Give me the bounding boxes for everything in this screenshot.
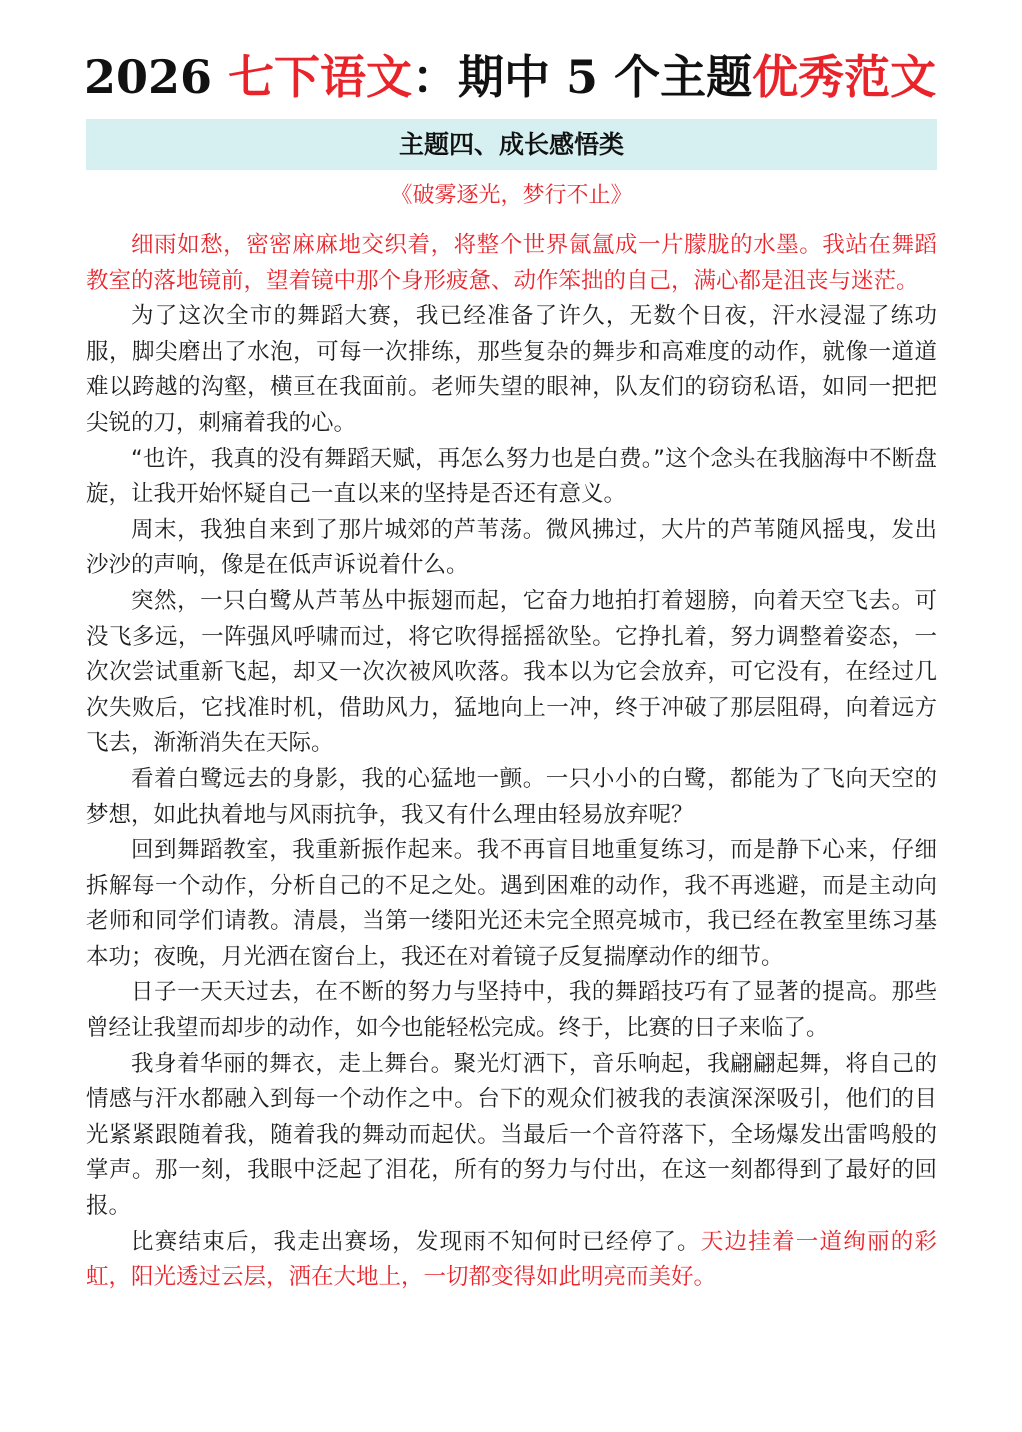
paragraph-10-red: 天边挂着一道绚丽的彩虹，阳光透过云层，洒在大地上，一切都变得如此明亮而美好。 [86, 1228, 937, 1291]
theme-label: 主题四、成长感悟类 [398, 130, 624, 159]
title-year: 2026 [84, 50, 213, 104]
title-red-subject: 七下语文 [228, 50, 413, 104]
paragraph-9: 我身着华丽的舞衣，走上舞台。聚光灯洒下，音乐响起，我翩翩起舞，将自己的情感与汗水都融入到每一个动作之中。台下的观众们被我的表演深深吸引，他们的目光紧紧跟随着我，随着我的舞动而起伏。当最后一个音符落下，全场爆发出雷鸣般的掌声。那一刻，我眼中泛起了泪花，所有的努力与付出，在这一刻都得到了最好的回报。 [86, 1050, 937, 1220]
page-title [84, 40, 944, 114]
paragraph-8: 日子一天天过去，在不断的努力与坚持中，我的舞蹈技巧有了显著的提高。那些曾经让我望而却步的动作，如今也能轻松完成。终于，比赛的日子来临了。 [86, 979, 937, 1042]
paragraph-10-black: 比赛结束后，我走出赛场，发现雨不知何时已经停了。 [131, 1228, 701, 1255]
paragraph-2: 为了这次全市的舞蹈大赛，我已经准备了许久，无数个日夜，汗水浸湿了练功服，脚尖磨出了水泡，可每一次排练，那些复杂的舞步和高难度的动作，就像一道道难以跨越的沟壑，横亘在我面前。老师失望的眼神，队友们的窃窃私语，如同一把把尖锐的刀，刺痛着我的心。 [86, 303, 937, 436]
title-red-essays: 优秀范文 [752, 50, 937, 104]
essay-title: 《破雾逐光，梦行不止》 [390, 183, 633, 208]
essay-body [86, 228, 937, 1296]
title-middle: ：期中 5 个主题 [412, 50, 753, 104]
theme-banner [86, 119, 937, 170]
paragraph-5: 突然，一只白鹭从芦苇丛中振翅而起，它奋力地拍打着翅膀，向着天空飞去。可没飞多远，一阵强风呼啸而过，将它吹得摇摇欲坠。它挣扎着，努力调整着姿态，一次次尝试重新飞起，却又一次次被风吹落。我本以为它会放弃，可它没有，在经过几次失败后，它找准时机，借助风力，猛地向上一冲，终于冲破了那层阻碍，向着远方飞去，渐渐消失在天际。 [86, 587, 937, 757]
paragraph-6: 看着白鹭远去的身影，我的心猛地一颤。一只小小的白鹭，都能为了飞向天空的梦想，如此执着地与风雨抗争，我又有什么理由轻易放弃呢？ [86, 765, 937, 828]
paragraph-4: 周末，我独自来到了那片城郊的芦苇荡。微风拂过，大片的芦苇随风摇曳，发出沙沙的声响，像是在低声诉说着什么。 [86, 516, 937, 579]
paragraph-10 [86, 1225, 937, 1296]
paragraph-7: 回到舞蹈教室，我重新振作起来。我不再盲目地重复练习，而是静下心来，仔细拆解每一个动作，分析自己的不足之处。遇到困难的动作，我不再逃避，而是主动向老师和同学们请教。清晨，当第一缕阳光还未完全照亮城市，我已经在教室里练习基本功；夜晚，月光洒在窗台上，我还在对着镜子反复揣摩动作的细节。 [86, 837, 937, 970]
paragraph-1: 细雨如愁，密密麻麻地交织着，将整个世界氤氲成一片朦胧的水墨。我站在舞蹈教室的落地镜前，望着镜中那个身形疲惫、动作笨拙的自己，满心都是沮丧与迷茫。 [86, 232, 937, 294]
paragraph-3: “也许，我真的没有舞蹈天赋，再怎么努力也是白费。”这个念头在我脑海中不断盘旋，让我开始怀疑自己一直以来的坚持是否还有意义。 [86, 445, 937, 508]
